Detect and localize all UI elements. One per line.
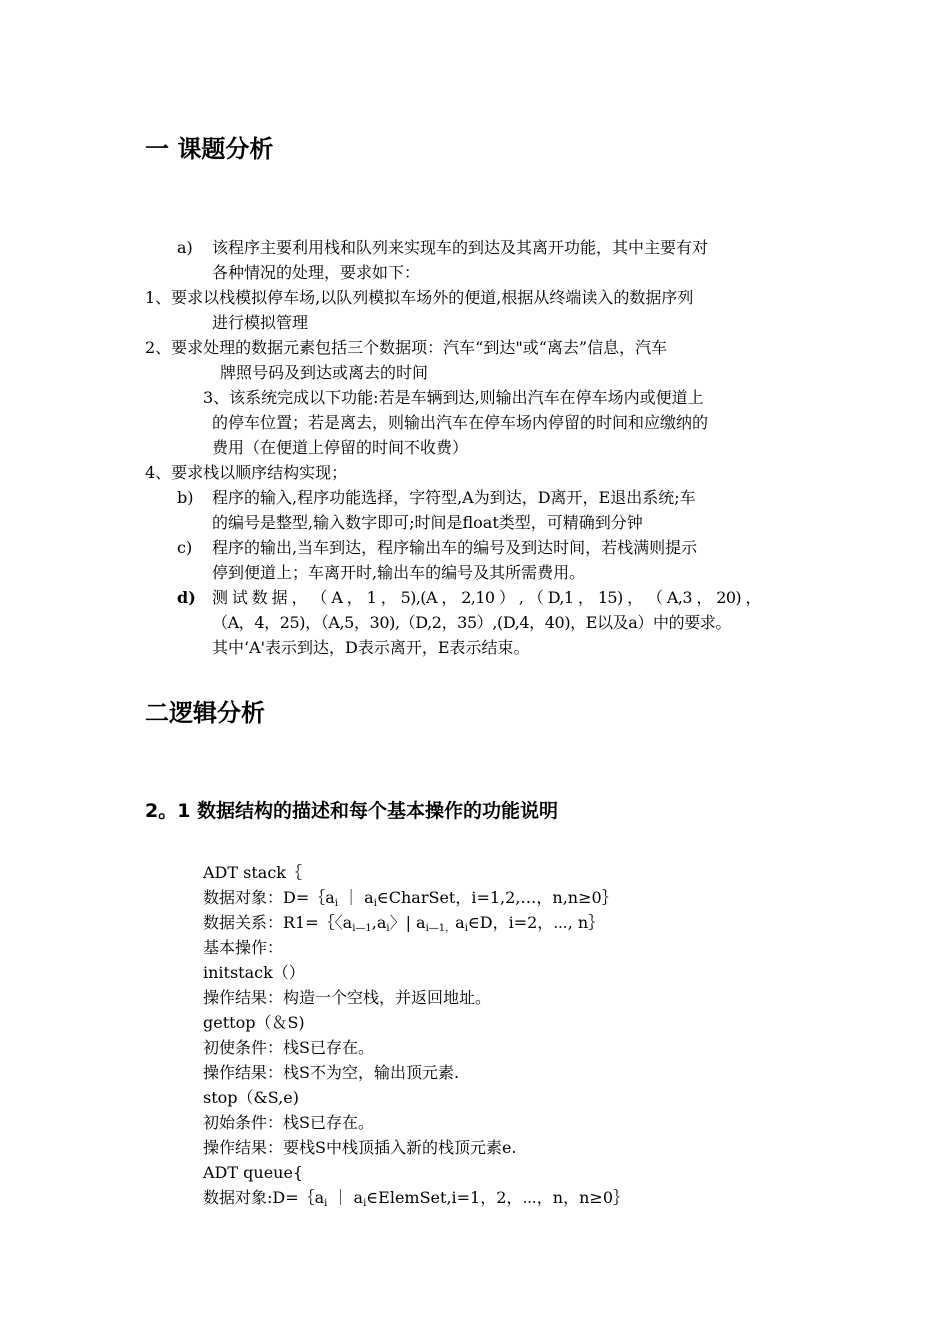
item-c-line-1: 程序的输出,当车到达，程序输出车的编号及到达时间，若栈满则提示 [212, 538, 698, 557]
adt-line-6: 操作结果：构造一个空栈，并返回地址。 [203, 988, 492, 1007]
item-a-marker: a) [177, 238, 193, 257]
adt-line-1: ADT stack｛ [203, 863, 302, 882]
adt-line-10: stop（&S,e) [203, 1088, 299, 1107]
adt-line-8: 初使条件：栈S已存在。 [203, 1038, 374, 1057]
adt-line-12: 操作结果：要栈S中栈顶插入新的栈顶元素e. [203, 1138, 517, 1157]
requirement-1-line-1: 1、要求以栈模拟停车场,以队列模拟车场外的便道,根据从终端读入的数据序列 [145, 288, 694, 307]
adt-line-3: 数据关系：R1=｛〈$a_{i—1},a_i$〉| $a_{i—1,}a_i\in D$，i=2，⋯, n｝ [203, 913, 605, 934]
requirement-2-line-1: 2、要求处理的数据元素包括三个数据项：汽车“到达"或“离去”信息，汽车 [145, 338, 668, 357]
requirement-4: 4、要求栈以顺序结构实现； [145, 463, 348, 482]
adt-line-2: 数据对象：$D=\{a_i$ ｜ $a_i\in CharSet$，i=1,2,…，n,n≥0｝ [203, 888, 618, 909]
requirement-3-line-3: 费用（在便道上停留的时间不收费） [212, 438, 469, 457]
item-d-line-3: 其中‘A'表示到达，D表示离开，E表示结束。 [212, 638, 530, 657]
adt-line-4: 基本操作： [203, 938, 284, 957]
requirement-3-line-2: 的停车位置；若是离去，则输出汽车在停车场内停留的时间和应缴纳的 [212, 413, 709, 432]
item-b-line-1: 程序的输入,程序功能选择，字符型,A为到达，D离开，E退出系统;车 [212, 488, 696, 507]
adt-line-13: ADT queue{ [203, 1163, 304, 1182]
adt-line-7: gettop（＆S) [203, 1013, 305, 1032]
requirement-2-line-2: 牌照号码及到达或离去的时间 [220, 363, 429, 382]
item-d-line-1: 测 试 数 据 ， （ A ， 1 ， 5),(A ， 2,10 ） , （ D,1 ， 15) ， （ A,3 ， 20) ， [212, 588, 761, 607]
item-a-line-1: 该程序主要利用栈和队列来实现车的到达及其离开功能，其中主要有对 [212, 238, 709, 257]
item-c-line-2: 停到便道上；车离开时,输出车的编号及其所需费用。 [212, 563, 586, 582]
section-1-heading: 一 课题分析 [145, 135, 274, 163]
item-b-marker: b) [177, 488, 194, 507]
section-2-heading: 二逻辑分析 [145, 699, 265, 727]
requirement-1-line-2: 进行模拟管理 [212, 313, 309, 332]
item-d-line-2: （A，4，25)，（A,5，30),（D,2，35）,(D,4，40)，E以及a）中的要求。 [212, 613, 731, 632]
requirement-3-line-1: 3、该系统完成以下功能:若是车辆到达,则输出汽车在停车场内或便道上 [203, 388, 704, 407]
adt-line-9: 操作结果：栈S不为空，输出顶元素. [203, 1063, 460, 1082]
adt-line-5: initstack（） [203, 963, 305, 982]
item-d-marker: d) [177, 588, 196, 607]
adt-line-14: 数据对象$:D=\{a_i$ ｜ $a_i\in ElemSet,i=1$，2，⋯，n，n≥0｝ [203, 1188, 630, 1209]
item-b-line-2: 的编号是整型,输入数字即可;时间是float类型，可精确到分钟 [212, 513, 643, 532]
item-a-line-2: 各种情况的处理，要求如下： [212, 263, 421, 282]
adt-line-11: 初始条件：栈S已存在。 [203, 1113, 374, 1132]
subsection-2-1-heading: 2。1 数据结构的描述和每个基本操作的功能说明 [145, 800, 559, 822]
item-c-marker: c) [177, 538, 193, 557]
